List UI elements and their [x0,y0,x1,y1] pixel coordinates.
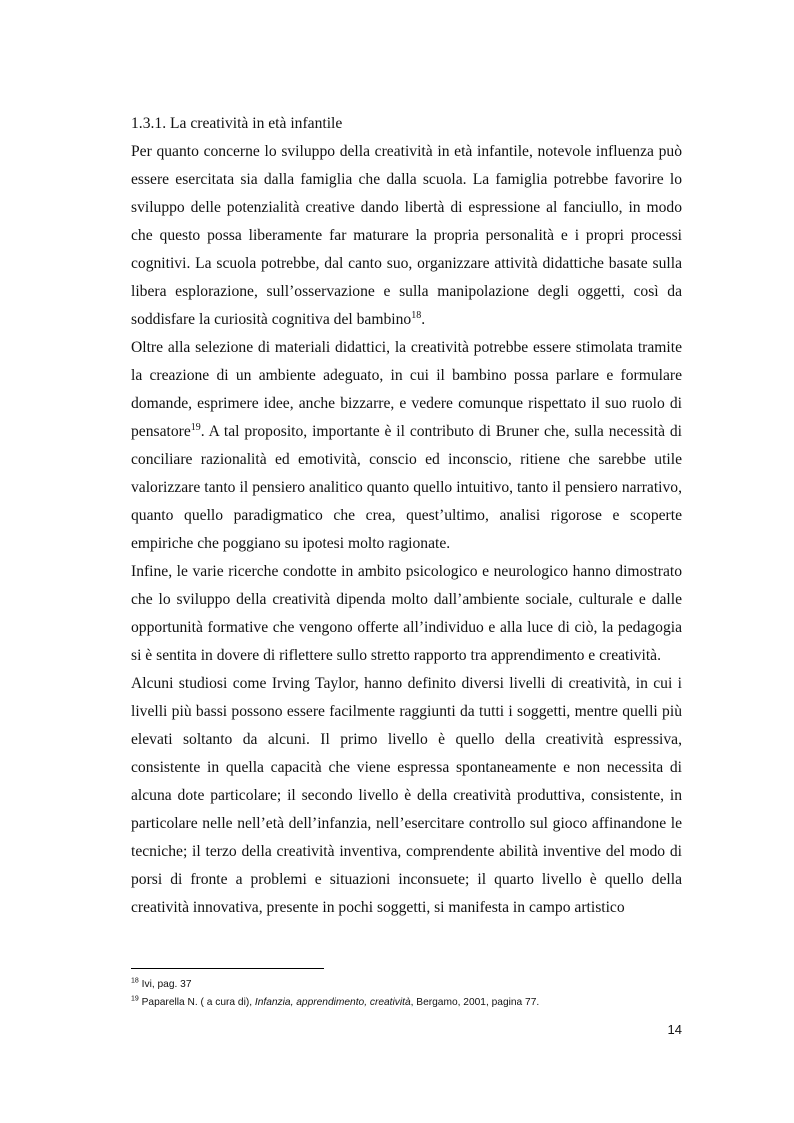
paragraph-4 [131,670,682,922]
paragraph-tail: . [421,311,426,328]
footnote-ref-19[interactable]: 19 [190,421,201,433]
paragraph-text: Per quanto concerne lo sviluppo della creatività in età infantile, notevole influenza può essere esercitata sia dalla famiglia che dalla scuola. La famiglia potrebbe favorire lo sviluppo delle potenzialità creative dando libertà di espressione al fanciullo, in modo che questo possa liberamente far maturare la propria personalità e i propri processi cognitivi. La scuola potrebbe, dal canto suo, organizzare attività didattiche basate sulla libera esplorazione, sull’osservazione e sulla manipolazione degli oggetti, così da soddisfare la curiosità cognitiva del bambino [131,143,682,328]
footnote-number: 19 [131,995,139,1003]
paragraph-tail: . A tal proposito, importante è il contributo di Bruner che, sulla necessità di conciliare razionalità ed emotività, conscio ed inconscio, ritiene che sarebbe utile valorizzare tanto il pensiero analitico quanto quello intuitivo, tanto il pensiero narrativo, quanto quello paradigmatico che crea, quest’ultimo, analisi rigorose e scoperte empiriche che poggiano su ipotesi molto ragionate. [131,423,682,552]
paragraph-1 [131,138,682,334]
body-text [131,110,682,922]
footnote-text-before: Paparella N. ( a cura di), [141,997,255,1008]
paragraph-text: Oltre alla selezione di materiali didattici, la creatività potrebbe essere stimolata tramite la creazione di un ambiente adeguato, in cui il bambino possa parlare e formulare domande, esprimere idee, anche bizzarre, e vedere comunque rispettato il suo ruolo di pensatore [131,339,682,440]
footnote-text-after: , Bergamo, 2001, pagina 77. [410,997,540,1008]
footnote-ref-18[interactable]: 18 [411,309,422,321]
footnote-18 [131,976,691,994]
footnote-number: 18 [131,977,139,985]
footnotes [131,976,691,1012]
footnote-19 [131,994,691,1012]
paragraph-text: Alcuni studiosi come Irving Taylor, hanno definito diversi livelli di creatività, in cui i livelli più bassi possono essere facilmente raggiunti da tutti i soggetti, mentre quelli più elevati soltanto da alcuni. Il primo livello è quello della creatività espressiva, consistente in quella capacità che viene espressa spontaneamente e non necessita di alcuna dote particolare; il secondo livello è della creatività produttiva, consistente, in particolare nelle nell’età dell’infanzia, nell’esercitare controllo sul gioco affinandone le tecniche; il terzo della creatività inventiva, comprendente abilità inventive del modo di porsi di fronte a problemi e situazioni inconsuete; il quarto livello è quello della creatività innovativa, presente in pochi soggetti, si manifesta in campo artistico [131,675,682,916]
paragraph-2 [131,334,682,558]
footnote-book-title: Infanzia, apprendimento, creatività [254,997,411,1008]
footnote-separator [131,968,324,969]
paragraph-3 [131,558,682,670]
paragraph-text: Infine, le varie ricerche condotte in ambito psicologico e neurologico hanno dimostrato che lo sviluppo della creatività dipenda molto dall’ambiente sociale, culturale e dalle opportunità formative che vengono offerte all’individuo e alla luce di ciò, la pedagogia si è sentita in dovere di riflettere sullo stretto rapporto tra apprendimento e creatività. [131,563,682,664]
page-number: 14 [667,1022,682,1037]
section-heading: 1.3.1. La creatività in età infantile [131,115,343,132]
footnote-text: Ivi, pag. 37 [141,979,192,990]
